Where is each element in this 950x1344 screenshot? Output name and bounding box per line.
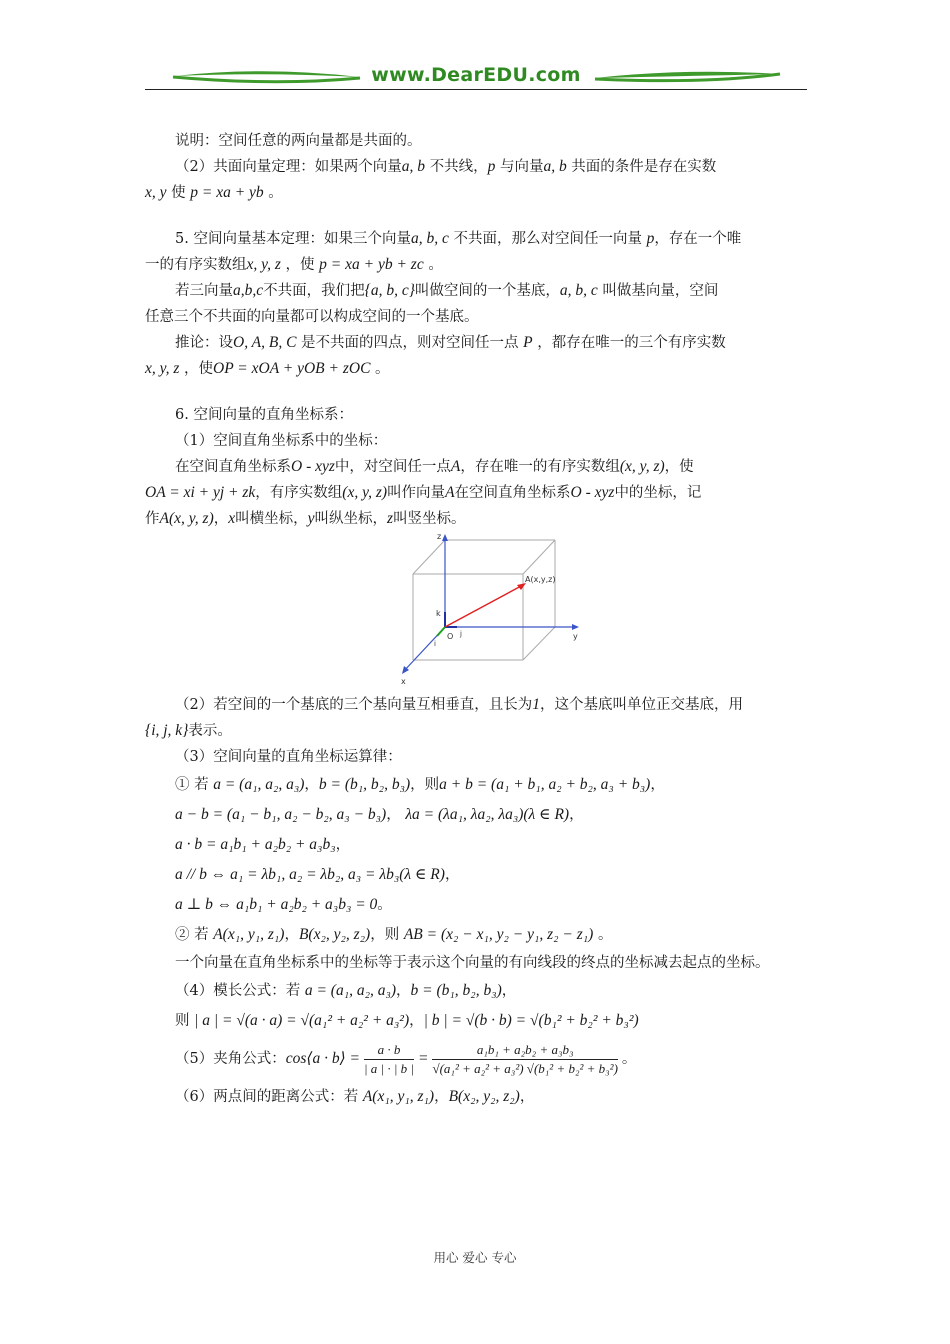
i-vector-label: i	[434, 640, 436, 648]
header-divider	[145, 89, 807, 90]
formula-line: a ⊥ b ⇔ a₁b₁ + a₂b₂ + a₃b₃ = 0。	[175, 896, 392, 913]
paragraph: 任意三个不共面的向量都可以构成空间的一个基底。	[145, 309, 479, 325]
formula-line: （5）夹角公式： cos⟨a · b⟩ = a · b | a | · | b | = a₁b₁ + a₂b₂ + a₃b₃ √(a₁² + a₂² + a₃²) √(b₁² + b₂² + b₃²) 。	[175, 1041, 637, 1076]
paragraph: 一个向量在直角坐标系中的坐标等于表示这个向量的有向线段的终点的坐标减去起点的坐标。	[175, 955, 770, 971]
formula-line: a − b = (a₁ − b₁, a₂ − b₂, a₃ − b₃)， λa = (λa₁, λa₂, λa₃)(λ ∈ R)，	[175, 806, 584, 823]
z-axis-label: z	[437, 532, 442, 541]
subsection-heading: （3）空间向量的直角坐标运算律：	[175, 749, 402, 765]
paragraph: OA = xi + yj + zk，有序实数组(x, y, z)叫作向量A在空间直角坐标系O - xyz中的坐标，记	[145, 484, 702, 501]
paragraph: 5. 空间向量基本定理：如果三个向量a, b, c 不共面，那么对空间任一向量 p，存在一个唯	[175, 230, 742, 247]
document-body	[145, 128, 807, 1112]
coordinate-system-figure	[145, 532, 807, 692]
paragraph: 在空间直角坐标系O - xyz中，对空间任一点A，存在唯一的有序实数组(x, y, z)，使	[175, 458, 694, 475]
fraction: a · b | a | · | b |	[363, 1041, 414, 1076]
y-axis-label: y	[573, 632, 578, 641]
origin-label: O	[447, 632, 454, 641]
formula-line: （4）模长公式：若 a = (a₁, a₂, a₃)，b = (b₁, b₂, b₃)，	[175, 982, 517, 999]
axes-diagram	[395, 532, 595, 692]
formula-line: a · b = a₁b₁ + a₂b₂ + a₃b₃，	[175, 836, 351, 853]
paragraph: 推论：设O, A, B, C 是不共面的四点，则对空间任一点 P ，都存在唯一的三个有序实数	[175, 334, 726, 351]
formula-line: ① 若 a = (a₁, a₂, a₃)，b = (b₁, b₂, b₃)，则a + b = (a₁ + b₁, a₂ + b₂, a₃ + b₃)，	[175, 776, 665, 793]
fraction: a₁b₁ + a₂b₂ + a₃b₃ √(a₁² + a₂² + a₃²) √(b₁² + b₂² + b₃²)	[432, 1041, 618, 1076]
formula-line: a // b ⇔ a₁ = λb₁, a₂ = λb₂, a₃ = λb₃(λ ∈ R)，	[175, 866, 460, 883]
paragraph: 若三向量a,b,c不共面，我们把{a, b, c}叫做空间的一个基底，a, b, c 叫做基向量，空间	[175, 282, 719, 299]
paragraph: 作A(x, y, z)，x叫横坐标，y叫纵坐标，z叫竖坐标。	[145, 510, 466, 527]
page-footer: 用心 爱心 专心	[433, 1250, 517, 1265]
paragraph: （2）共面向量定理：如果两个向量a, b 不共线，p 与向量a, b 共面的条件是存在实数	[175, 158, 717, 175]
j-vector-label: j	[460, 630, 462, 638]
page-header	[145, 62, 807, 94]
k-vector-label: k	[436, 609, 441, 618]
x-axis-label: x	[401, 677, 406, 686]
site-name: www.DearEDU.com	[371, 64, 581, 86]
paragraph: 一的有序实数组x, y, z ，使 p = xa + yb + zc 。	[145, 256, 443, 273]
point-a-label: A(x,y,z)	[525, 575, 556, 584]
formula-line: 则 | a | = √(a · a) = √(a₁² + a₂² + a₃²)，| b | = √(b · b) = √(b₁² + b₂² + b₃²)	[175, 1012, 639, 1029]
paragraph: （2）若空间的一个基底的三个基向量互相垂直，且长为1，这个基底叫单位正交基底，用	[175, 696, 743, 713]
paragraph: x, y, z ，使OP = xOA + yOB + zOC 。	[145, 360, 390, 377]
paragraph: x, y 使 p = xa + yb 。	[145, 184, 283, 201]
paragraph: 说明：空间任意的两向量都是共面的。	[175, 133, 422, 149]
formula-line: （6）两点间的距离公式：若 A(x₁, y₁, z₁)，B(x₂, y₂, z₂)，	[175, 1088, 535, 1105]
section-heading: 6. 空间向量的直角坐标系：	[175, 407, 353, 423]
paragraph: {i, j, k}表示。	[145, 722, 232, 739]
subsection-heading: （1）空间直角坐标系中的坐标：	[175, 433, 388, 449]
formula-line: ② 若 A(x₁, y₁, z₁)，B(x₂, y₂, z₂)，则 AB = (x₂ − x₁, y₂ − y₁, z₂ − z₁) 。	[175, 926, 613, 943]
